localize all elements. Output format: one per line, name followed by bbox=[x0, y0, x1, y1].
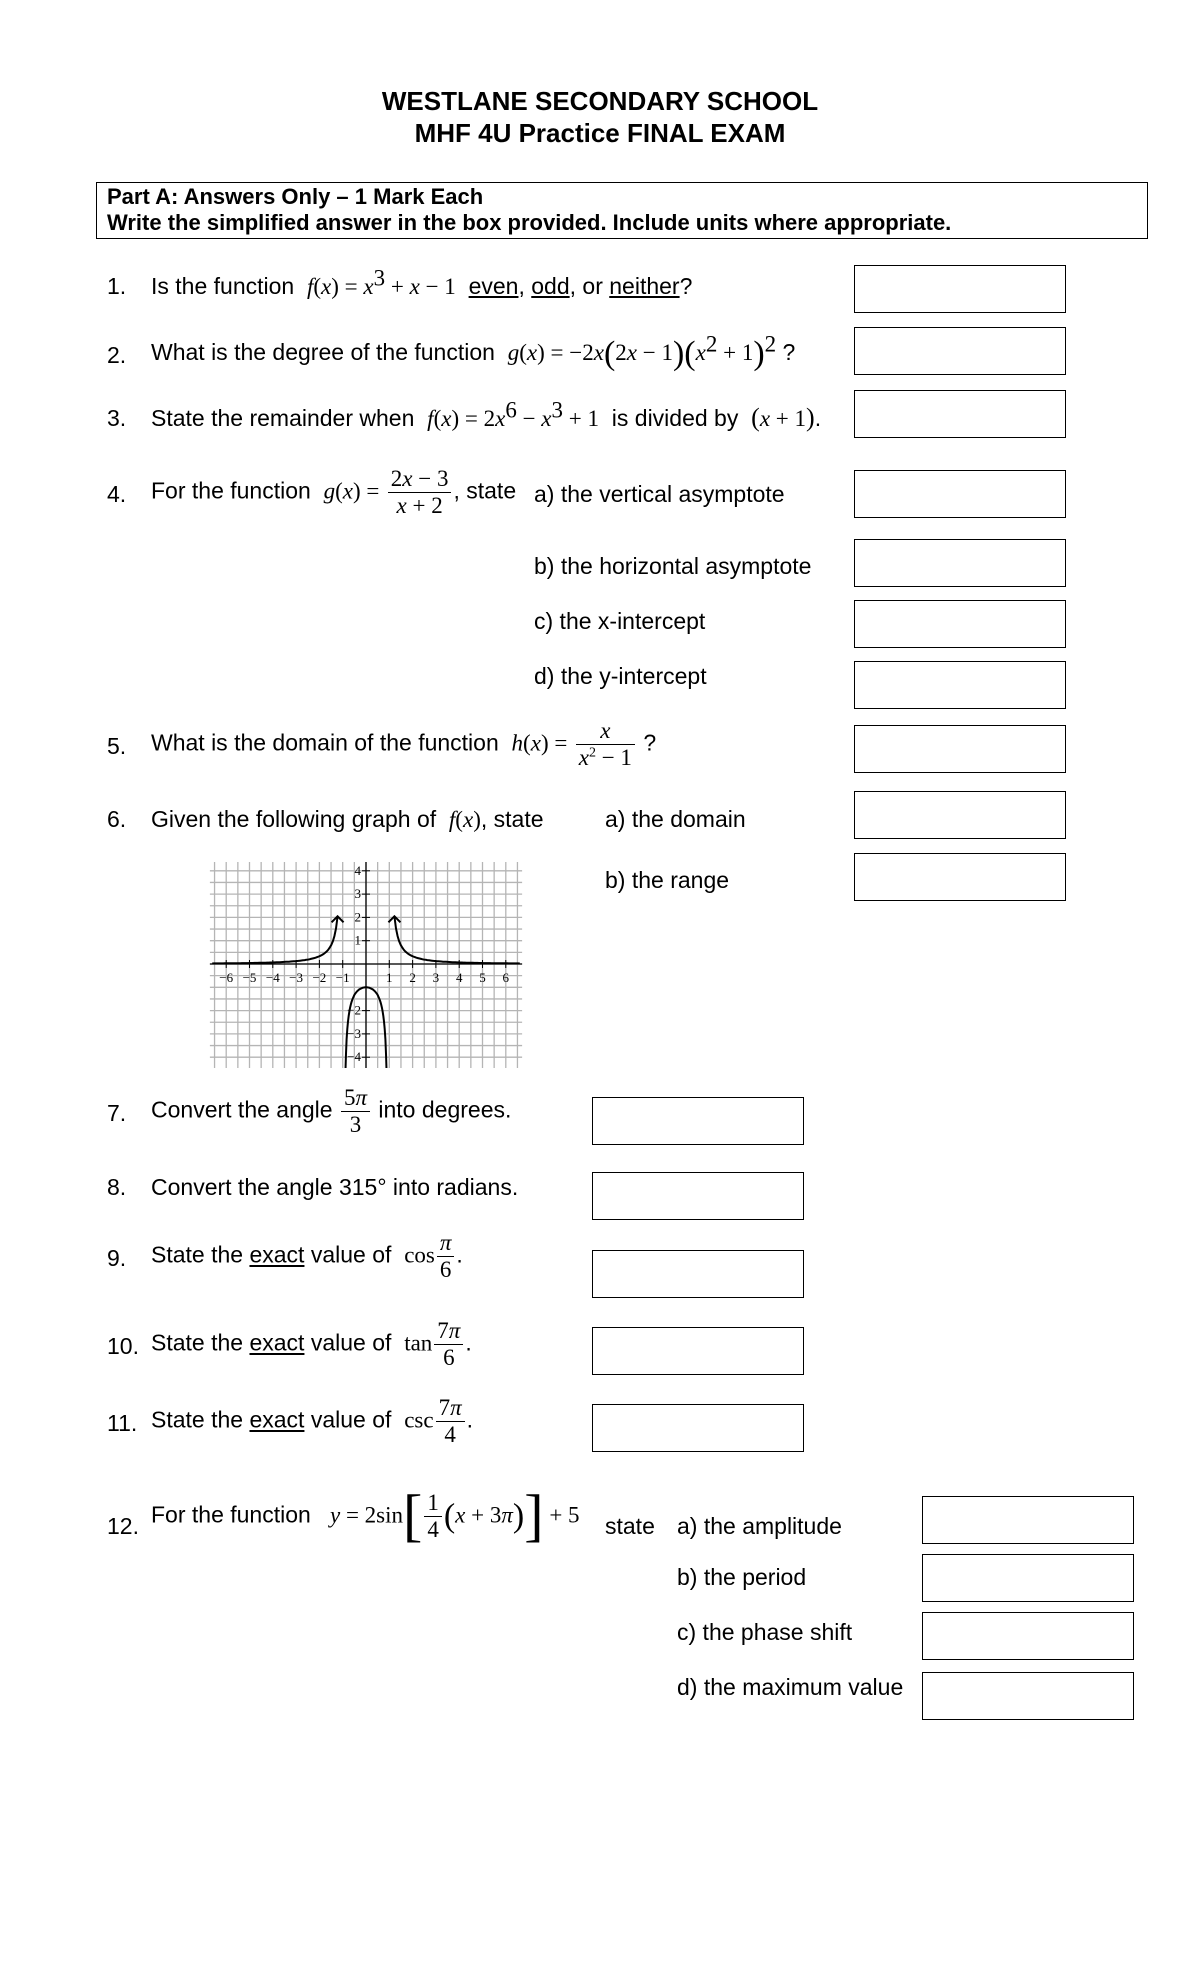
q6-text: Given the following graph of f(x), state bbox=[151, 806, 544, 832]
x-tick-label: 4 bbox=[455, 970, 463, 985]
q12b-answer-box[interactable] bbox=[922, 1554, 1134, 1602]
q5-answer-box[interactable] bbox=[854, 725, 1066, 773]
graph-axes bbox=[210, 862, 522, 1068]
q12-text: For the function y = 2sin[ $\frac{1}{4}$ (x + 3π)] + 5 bbox=[151, 1482, 580, 1548]
q3-text: State the remainder when $f(x) = 2x^6 - x^3 + 1$ is divided by (x + 1). bbox=[151, 397, 822, 432]
q11-number: 11. bbox=[107, 1410, 138, 1436]
x-tick-label: −6 bbox=[219, 970, 234, 985]
q4-part-a: a) the vertical asymptote bbox=[534, 481, 785, 507]
q4-prompt: For the function bbox=[151, 477, 311, 504]
q4-part-c: c) the x-intercept bbox=[534, 608, 706, 634]
q4-number: 4. bbox=[107, 481, 127, 507]
q4b-answer-box[interactable] bbox=[854, 539, 1066, 587]
q12-part-b: b) the period bbox=[677, 1564, 807, 1590]
q6-formula: f bbox=[448, 807, 456, 832]
q1-formula: f bbox=[306, 274, 314, 299]
x-tick-label: −5 bbox=[242, 970, 257, 985]
q11-text: State the exact value of csc $\frac{7\pi}{4}$ . bbox=[151, 1395, 473, 1447]
q2-prompt: What is the degree of the function bbox=[151, 339, 495, 365]
q9-text: State the exact value of cos $\frac{\pi}{6}$ . bbox=[151, 1230, 463, 1282]
q7-answer-box[interactable] bbox=[592, 1097, 804, 1145]
q9-number: 9. bbox=[107, 1245, 127, 1271]
q7-text: Convert the angle $\frac{5\pi}{3}$ into degrees. bbox=[151, 1085, 512, 1137]
q12a-answer-box[interactable] bbox=[922, 1496, 1134, 1544]
q2-formula: g bbox=[507, 340, 520, 365]
q6b-answer-box[interactable] bbox=[854, 853, 1066, 901]
q10-exact: exact bbox=[249, 1329, 305, 1356]
q12-state: state bbox=[605, 1513, 655, 1539]
q6a-answer-box[interactable] bbox=[854, 791, 1066, 839]
part-a-instructions: Write the simplified answer in the box provided. Include units where appropriate. bbox=[107, 210, 952, 235]
q2-answer-box[interactable] bbox=[854, 327, 1066, 375]
q12-number: 12. bbox=[107, 1513, 139, 1539]
q1-answer-box[interactable] bbox=[854, 265, 1066, 313]
q5-prompt: What is the domain of the function bbox=[151, 729, 499, 756]
q6-part-b: b) the range bbox=[605, 867, 730, 893]
q4-formula: g bbox=[323, 478, 336, 504]
q10-answer-box[interactable] bbox=[592, 1327, 804, 1375]
part-a-box bbox=[96, 182, 1148, 239]
q7-number: 7. bbox=[107, 1100, 127, 1126]
q5-formula: h bbox=[511, 730, 524, 756]
q12c-answer-box[interactable] bbox=[922, 1612, 1134, 1660]
part-a-heading: Part A: Answers Only – 1 Mark Each bbox=[107, 184, 484, 209]
q6-number: 6. bbox=[107, 806, 127, 832]
q9-formula: cos bbox=[404, 1242, 435, 1268]
q1-text: Is the function $f(x) = x^3 + x - 1$ even, odd, or neither? bbox=[151, 265, 693, 299]
x-tick-label: −3 bbox=[289, 970, 304, 985]
q1-number: 1. bbox=[107, 273, 127, 299]
q7-prompt: Convert the angle bbox=[151, 1096, 333, 1123]
q8-text: Convert the angle 315° into radians. bbox=[151, 1174, 519, 1200]
q12-formula: y bbox=[329, 1502, 341, 1528]
q10-text: State the exact value of tan $\frac{7\pi}{6}$ . bbox=[151, 1318, 472, 1370]
x-tick-label: −1 bbox=[335, 970, 350, 985]
q10-formula: tan bbox=[404, 1330, 433, 1356]
q4-part-b: b) the horizontal asymptote bbox=[534, 553, 812, 579]
y-tick-label: 2 bbox=[354, 909, 361, 925]
q12-part-c: c) the phase shift bbox=[677, 1619, 853, 1645]
x-tick-label: 3 bbox=[432, 970, 440, 985]
q12-prompt: For the function bbox=[151, 1501, 311, 1528]
q11-formula: csc bbox=[404, 1407, 434, 1433]
y-tick-label: 4 bbox=[354, 862, 361, 878]
q8-answer-box[interactable] bbox=[592, 1172, 804, 1220]
q1-prompt: Is the function bbox=[151, 273, 295, 299]
q9-exact: exact bbox=[249, 1241, 305, 1268]
q3-answer-box[interactable] bbox=[854, 390, 1066, 438]
y-tick-label: 3 bbox=[354, 886, 361, 902]
q10-number: 10. bbox=[107, 1333, 139, 1359]
q1-neither: neither bbox=[609, 273, 680, 299]
x-tick-label: 5 bbox=[479, 970, 486, 985]
x-tick-label: −2 bbox=[312, 970, 327, 985]
q7-angle: $\frac{5\pi}{3}$ bbox=[341, 1085, 370, 1138]
q9-answer-box[interactable] bbox=[592, 1250, 804, 1298]
q12d-answer-box[interactable] bbox=[922, 1672, 1134, 1720]
y-tick-label: −2 bbox=[347, 1002, 361, 1018]
q6-part-a: a) the domain bbox=[605, 806, 746, 832]
y-tick-label: 1 bbox=[354, 932, 361, 948]
school-title: WESTLANE SECONDARY SCHOOL bbox=[381, 86, 819, 116]
q1-even: even bbox=[468, 273, 519, 299]
q4-part-d: d) the y-intercept bbox=[534, 663, 707, 689]
q1-odd: odd bbox=[531, 273, 570, 299]
y-tick-label: −3 bbox=[347, 1025, 361, 1041]
q12-part-d: d) the maximum value bbox=[677, 1674, 904, 1700]
q12-part-a: a) the amplitude bbox=[677, 1513, 842, 1539]
q3-number: 3. bbox=[107, 405, 127, 431]
q11-answer-box[interactable] bbox=[592, 1404, 804, 1452]
exam-title: MHF 4U Practice FINAL EXAM bbox=[414, 118, 786, 148]
q3-prompt: State the remainder when bbox=[151, 405, 415, 431]
q2-text: What is the degree of the function $g(x) = -2x(2x - 1)(x^2 + 1)^2$ ? bbox=[151, 331, 796, 372]
x-tick-label: −4 bbox=[265, 970, 280, 985]
q4c-answer-box[interactable] bbox=[854, 600, 1066, 648]
x-tick-label: 1 bbox=[386, 970, 393, 985]
q6-prompt: Given the following graph of bbox=[151, 806, 437, 832]
x-tick-label: 6 bbox=[502, 970, 510, 985]
q11-exact: exact bbox=[249, 1406, 305, 1433]
function-graph bbox=[206, 862, 526, 1068]
q4d-answer-box[interactable] bbox=[854, 661, 1066, 709]
q5-number: 5. bbox=[107, 733, 127, 759]
q5-text: What is the domain of the function h(x) = $\frac{x}{x^2 - 1}$ ? bbox=[151, 718, 657, 770]
x-tick-label: 2 bbox=[409, 970, 416, 985]
q4-text: For the function g(x) = $\frac{2x - 3}{x + 2}$ , state bbox=[151, 466, 517, 518]
q8-number: 8. bbox=[107, 1174, 127, 1200]
y-tick-label: −4 bbox=[347, 1049, 361, 1065]
q4a-answer-box[interactable] bbox=[854, 470, 1066, 518]
q2-number: 2. bbox=[107, 342, 127, 368]
q3-formula: f bbox=[427, 406, 434, 431]
